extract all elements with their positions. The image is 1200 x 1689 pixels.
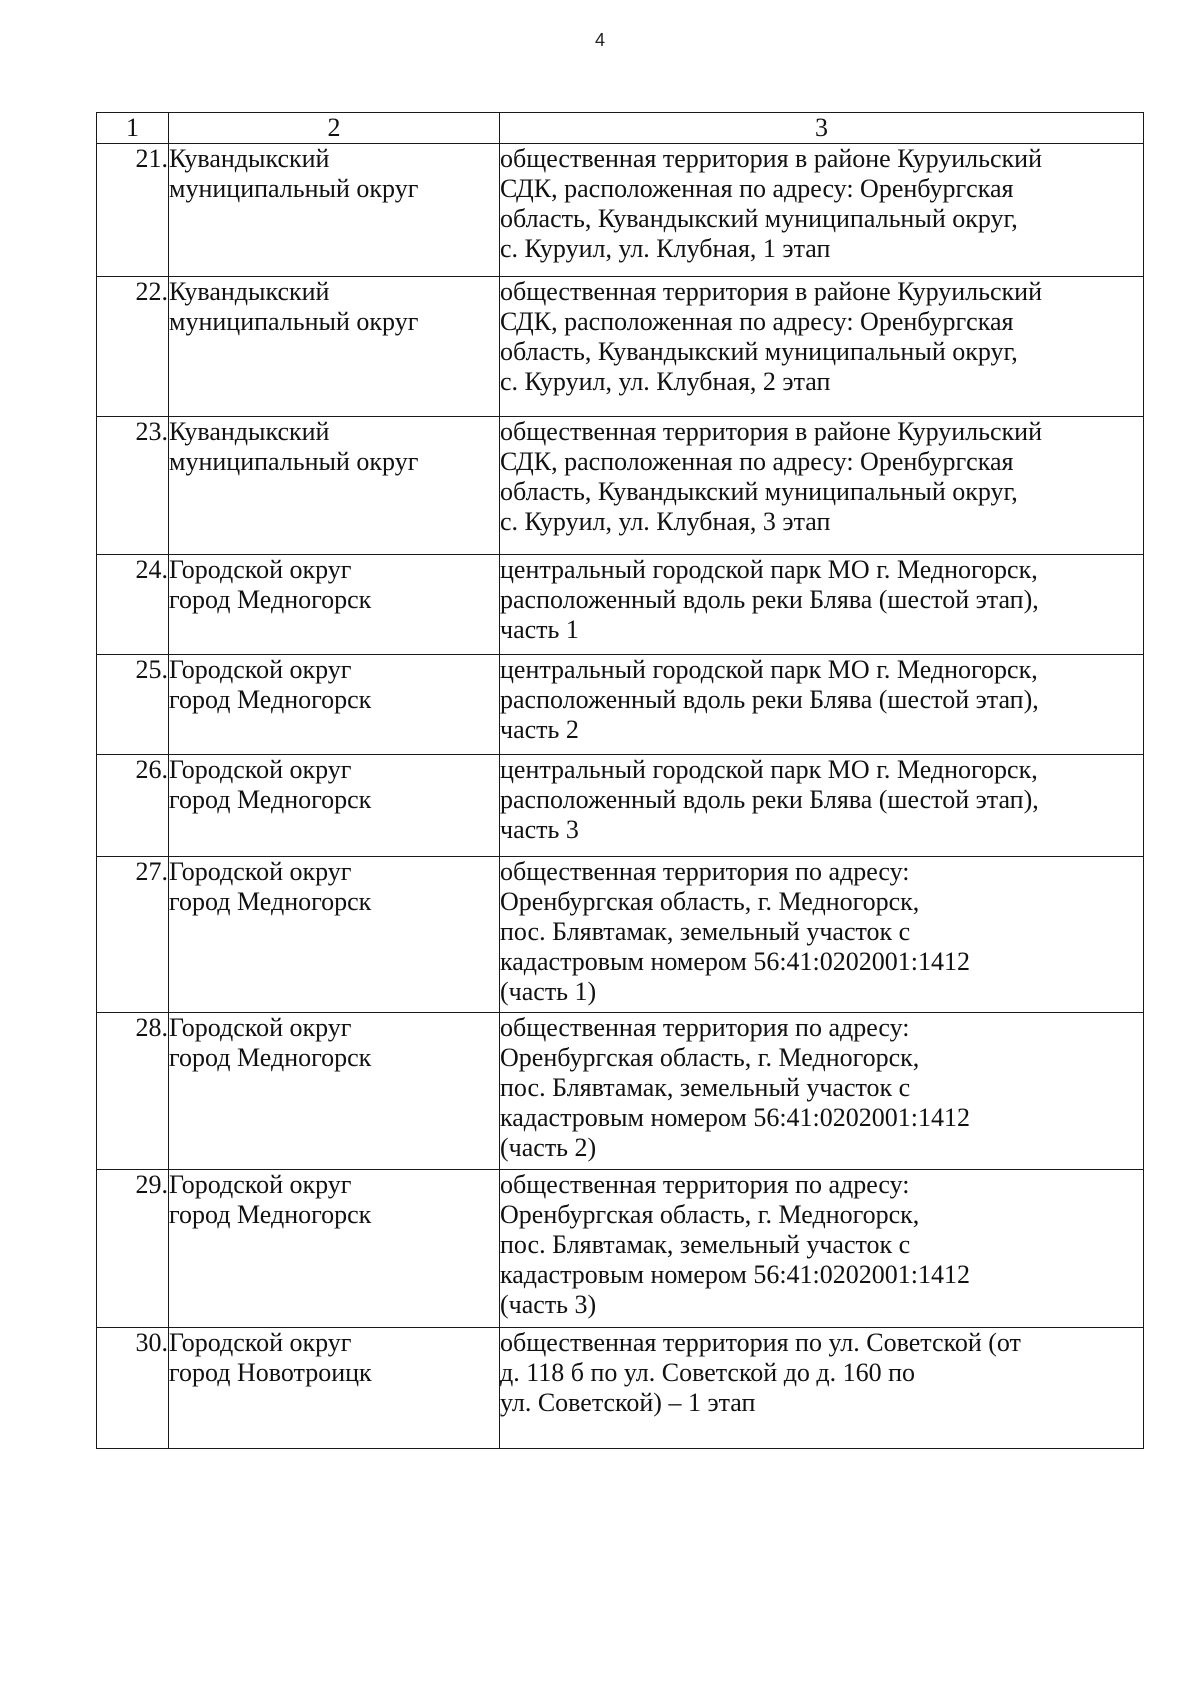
district-line: Городской округ — [169, 1170, 352, 1199]
district-cell — [169, 755, 500, 857]
district-cell — [169, 655, 500, 755]
row-number: 27. — [97, 857, 169, 1013]
district-line: муниципальный округ — [169, 174, 419, 203]
district-line: муниципальный округ — [169, 307, 419, 336]
district-cell — [169, 417, 500, 555]
description-line: ул. Советской) – 1 этап — [500, 1388, 756, 1417]
description-line: Оренбургская область, г. Медногорск, — [500, 1043, 920, 1072]
district-cell — [169, 555, 500, 655]
description-line: кадастровым номером 56:41:0202001:1412 — [500, 1260, 971, 1289]
description-line: Оренбургская область, г. Медногорск, — [500, 887, 920, 916]
district-line: Городской округ — [169, 1328, 352, 1357]
district-line: Городской округ — [169, 555, 352, 584]
description-cell — [500, 1013, 1144, 1170]
description-line: расположенный вдоль реки Блява (шестой этап), — [500, 785, 1039, 814]
description-cell — [500, 277, 1144, 417]
district-line: город Медногорск — [169, 1043, 372, 1072]
district-line: город Новотроицк — [169, 1358, 372, 1387]
column-header-3: 3 — [500, 113, 1144, 144]
description-line: общественная территория в районе Куруильский — [500, 417, 1043, 446]
description-cell — [500, 655, 1144, 755]
table-body — [97, 144, 1144, 1449]
table-header-row — [97, 113, 1144, 144]
row-number: 30. — [97, 1328, 169, 1449]
description-line: часть 2 — [500, 715, 579, 744]
district-cell — [169, 1170, 500, 1328]
description-line: область, Кувандыкский муниципальный округ, — [500, 204, 1018, 233]
district-line: город Медногорск — [169, 887, 372, 916]
district-line: Кувандыкский — [169, 144, 330, 173]
district-cell — [169, 857, 500, 1013]
row-number: 23. — [97, 417, 169, 555]
description-line: общественная территория в районе Куруильский — [500, 144, 1043, 173]
row-number: 24. — [97, 555, 169, 655]
table-row — [97, 417, 1144, 555]
description-line: (часть 2) — [500, 1133, 597, 1162]
row-number: 29. — [97, 1170, 169, 1328]
territory-table — [96, 112, 1144, 1449]
description-line: общественная территория по адресу: — [500, 1013, 910, 1042]
row-number: 25. — [97, 655, 169, 755]
district-cell — [169, 144, 500, 277]
description-cell — [500, 144, 1144, 277]
column-header-1: 1 — [97, 113, 169, 144]
description-cell — [500, 1328, 1144, 1449]
page-number: 4 — [594, 30, 605, 50]
description-line: область, Кувандыкский муниципальный округ, — [500, 337, 1018, 366]
description-line: СДК, расположенная по адресу: Оренбургская — [500, 447, 1014, 476]
description-line: кадастровым номером 56:41:0202001:1412 — [500, 1103, 971, 1132]
description-cell — [500, 555, 1144, 655]
table-row — [97, 655, 1144, 755]
description-line: с. Куруил, ул. Клубная, 1 этап — [500, 234, 831, 263]
table-row — [97, 144, 1144, 277]
row-number: 22. — [97, 277, 169, 417]
description-line: д. 118 б по ул. Советской до д. 160 по — [500, 1358, 916, 1387]
district-line: город Медногорск — [169, 585, 372, 614]
description-line: расположенный вдоль реки Блява (шестой этап), — [500, 685, 1039, 714]
description-line: пос. Блявтамак, земельный участок с — [500, 1073, 911, 1102]
row-number: 21. — [97, 144, 169, 277]
table-row — [97, 755, 1144, 857]
table-row — [97, 277, 1144, 417]
description-line: общественная территория по адресу: — [500, 857, 910, 886]
description-line: часть 3 — [500, 815, 579, 844]
description-line: с. Куруил, ул. Клубная, 2 этап — [500, 367, 831, 396]
description-line: с. Куруил, ул. Клубная, 3 этап — [500, 507, 831, 536]
description-line: центральный городской парк МО г. Медногорск, — [500, 755, 1038, 784]
description-line: общественная территория по адресу: — [500, 1170, 910, 1199]
description-cell — [500, 417, 1144, 555]
table-row — [97, 857, 1144, 1013]
row-number: 28. — [97, 1013, 169, 1170]
district-line: Городской округ — [169, 1013, 352, 1042]
description-cell — [500, 755, 1144, 857]
description-line: часть 1 — [500, 615, 579, 644]
district-line: Городской округ — [169, 755, 352, 784]
district-line: муниципальный округ — [169, 447, 419, 476]
district-line: город Медногорск — [169, 685, 372, 714]
description-line: расположенный вдоль реки Блява (шестой этап), — [500, 585, 1039, 614]
table-row — [97, 555, 1144, 655]
district-line: Городской округ — [169, 857, 352, 886]
description-line: область, Кувандыкский муниципальный округ, — [500, 477, 1018, 506]
table-row — [97, 1013, 1144, 1170]
description-line: общественная территория в районе Куруильский — [500, 277, 1043, 306]
description-line: кадастровым номером 56:41:0202001:1412 — [500, 947, 971, 976]
description-line: центральный городской парк МО г. Медногорск, — [500, 555, 1038, 584]
description-line: СДК, расположенная по адресу: Оренбургская — [500, 307, 1014, 336]
row-number: 26. — [97, 755, 169, 857]
description-line: пос. Блявтамак, земельный участок с — [500, 1230, 911, 1259]
district-line: Кувандыкский — [169, 417, 330, 446]
district-cell — [169, 277, 500, 417]
district-line: город Медногорск — [169, 785, 372, 814]
district-line: город Медногорск — [169, 1200, 372, 1229]
district-line: Кувандыкский — [169, 277, 330, 306]
description-cell — [500, 857, 1144, 1013]
description-line: (часть 1) — [500, 977, 597, 1006]
column-header-2: 2 — [169, 113, 500, 144]
description-line: Оренбургская область, г. Медногорск, — [500, 1200, 920, 1229]
description-cell — [500, 1170, 1144, 1328]
description-line: (часть 3) — [500, 1290, 597, 1319]
table-row — [97, 1328, 1144, 1449]
description-line: центральный городской парк МО г. Медногорск, — [500, 655, 1038, 684]
district-line: Городской округ — [169, 655, 352, 684]
district-cell — [169, 1328, 500, 1449]
district-cell — [169, 1013, 500, 1170]
description-line: общественная территория по ул. Советской (от — [500, 1328, 1021, 1357]
description-line: СДК, расположенная по адресу: Оренбургская — [500, 174, 1014, 203]
table-row — [97, 1170, 1144, 1328]
description-line: пос. Блявтамак, земельный участок с — [500, 917, 911, 946]
